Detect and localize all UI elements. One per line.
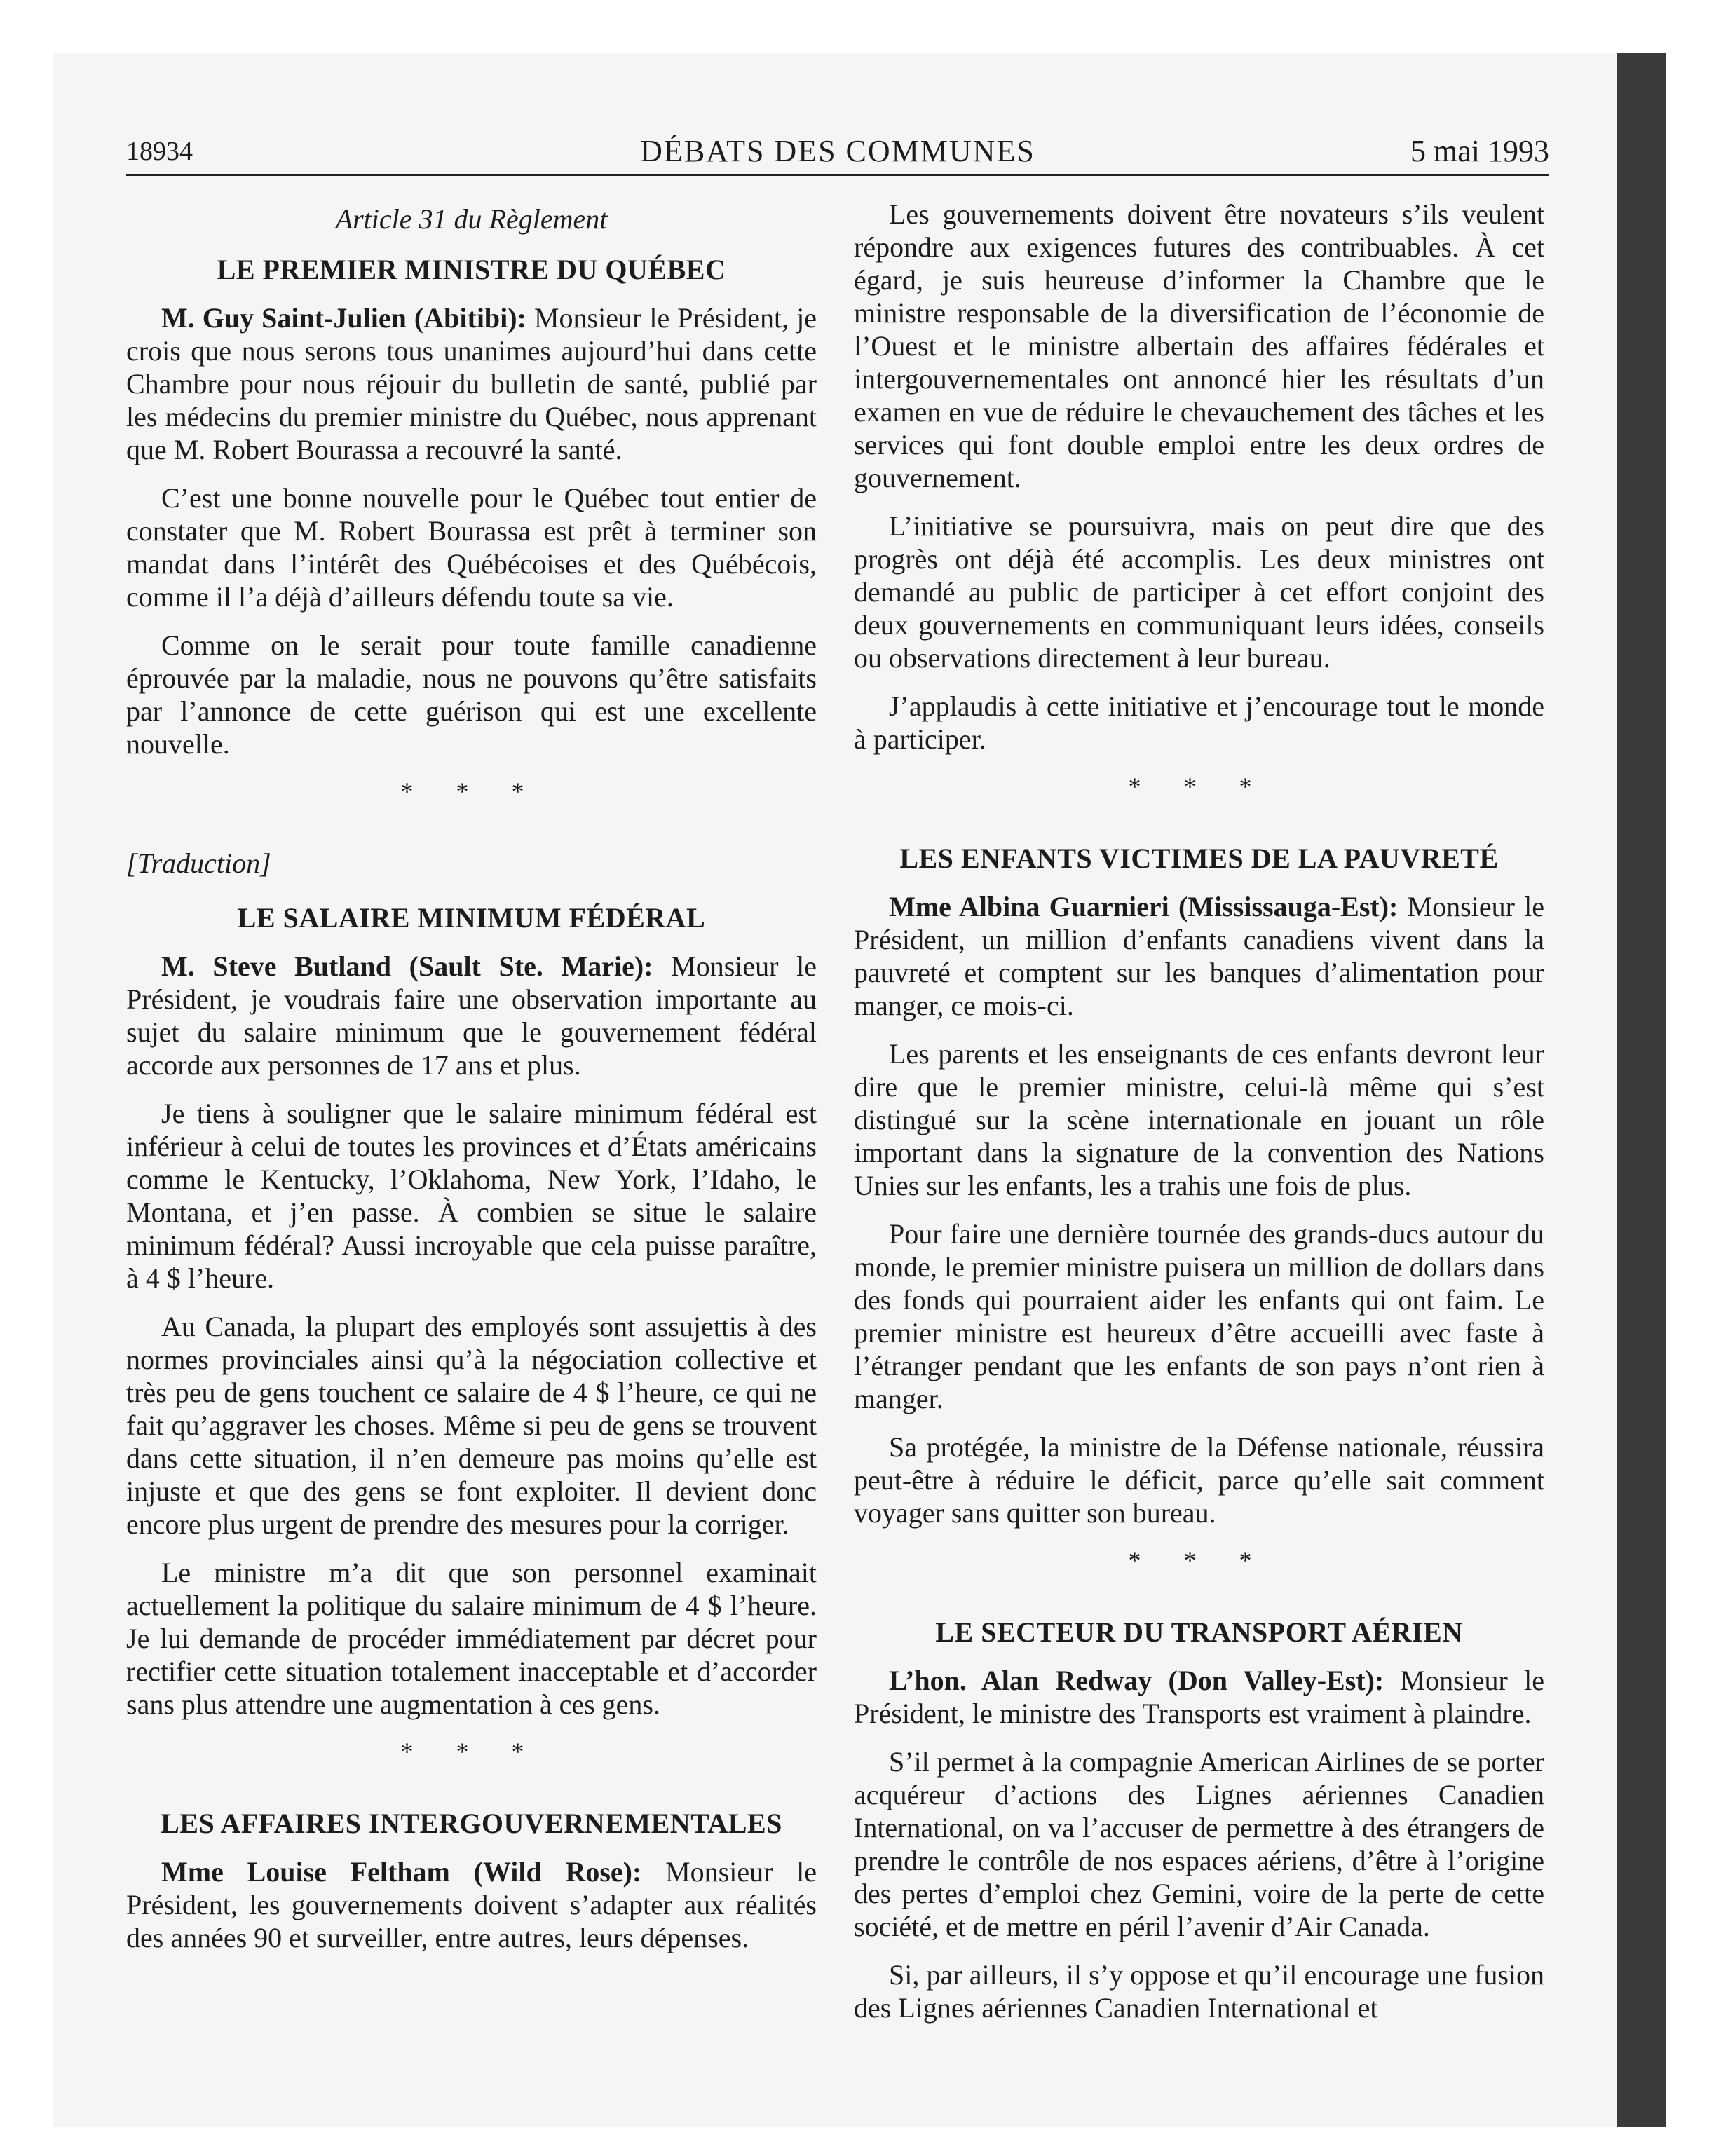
speaker-name: L’hon. Alan Redway (Don Valley-Est):	[889, 1665, 1384, 1696]
paragraph-text: Monsieur le Président, je voudrais faire une observation importante au sujet du salaire minimum que le gouvernement fédéral accorde aux personnes de 17 ans et plus.	[126, 950, 817, 1081]
section-heading: LES ENFANTS VICTIMES DE LA PAUVRETÉ	[899, 842, 1499, 874]
paragraph: Si, par ailleurs, il s’y oppose et qu’il encourage une fusion des Lignes aériennes Canadien International et	[854, 1959, 1544, 2024]
paragraph	[854, 1664, 1544, 1730]
section-separator: * * *	[400, 777, 543, 805]
paragraph: Le ministre m’a dit que son personnel examinait actuellement la politique du salaire minimum de 4 $ l’heure. Je lui demande de procéder immédiatement par décret pour rectifier cette situation totalement inacceptable et d’accorder sans plus attendre une augmentation à ces gens.	[126, 1557, 817, 1720]
translation-marker: [Traduction]	[126, 847, 271, 879]
paragraph: Comme on le serait pour toute famille canadienne éprouvée par la maladie, nous ne pouvons qu’être satisfaits par l’annonce de cette guérison qui est une excellente nouvelle.	[126, 629, 817, 760]
paragraph	[126, 1855, 817, 1954]
rubric-article-31: Article 31 du Règlement	[335, 203, 608, 235]
paragraph: J’applaudis à cette initiative et j’encourage tout le monde à participer.	[854, 690, 1544, 755]
paragraph	[126, 950, 817, 1082]
section-heading: LE SALAIRE MINIMUM FÉDÉRAL	[237, 902, 706, 934]
paragraph: Je tiens à souligner que le salaire minimum fédéral est inférieur à celui de toutes les provinces et d’États américains comme le Kentucky, l’Oklahoma, New York, l’Idaho, le Montana, et j’en passe. À combien se situe le salaire minimum fédéral? Aussi incroyable que cela puisse paraître, à 4 $ l’heure.	[126, 1098, 817, 1294]
paragraph	[854, 890, 1544, 1022]
speaker-name: Mme Louise Feltham (Wild Rose):	[161, 1856, 642, 1888]
paragraph: Sa protégée, la ministre de la Défense nationale, réussira peut-être à réduire le déficit, parce qu’elle sait comment voyager sans quitter son bureau.	[854, 1431, 1544, 1529]
publication-title: DÉBATS DES COMMUNES	[640, 134, 1035, 168]
paragraph-text: Monsieur le Président, le ministre des Transports est vraiment à plaindre.	[854, 1665, 1545, 1729]
paragraph: C’est une bonne nouvelle pour le Québec tout entier de constater que M. Robert Bourassa est prêt à terminer son mandat dans l’intérêt des Québécoises et des Québécois, comme il l’a déjà d’ailleurs défendu toute sa vie.	[126, 482, 817, 613]
speaker-name: M. Steve Butland (Sault Ste. Marie):	[161, 950, 653, 982]
paragraph-text: Monsieur le Président, les gouvernements doivent s’adapter aux réalités des années 90 et surveiller, entre autres, leurs dépenses.	[126, 1856, 817, 1953]
paragraph: Les gouvernements doivent être novateurs s’ils veulent répondre aux exigences futures des contribuables. À cet égard, je suis heureuse d’informer la Chambre que le ministre responsable de la diversification de l’économie de l’Ouest et le ministre albertain des affaires fédérales et intergouvernementales ont annoncé hier les résultats d’un examen en vue de réduire le chevauchement des tâches et les services qui font double emploi entre les deux ordres de gouvernement.	[854, 198, 1544, 493]
paragraph: L’initiative se poursuivra, mais on peut dire que des progrès ont déjà été accomplis. Les deux ministres ont demandé au public de participer à cet effort conjoint des deux gouvernements en communiquant leurs idées, conseils ou observations directement à leur bureau.	[854, 510, 1544, 674]
paragraph: Pour faire une dernière tournée des grands-ducs autour du monde, le premier ministre puisera un million de dollars dans des fonds qui pourraient aider les enfants qui ont faim. Le premier ministre est heureux d’être accueilli avec faste à l’étranger pendant que les enfants de son pays n’ont rien à manger.	[854, 1218, 1544, 1414]
section-separator: * * *	[400, 1738, 543, 1766]
right-column	[854, 198, 1544, 2040]
section-separator: * * *	[1128, 1546, 1270, 1574]
scan-binding-edge	[1617, 53, 1666, 2127]
paragraph: S’il permet à la compagnie American Airlines de se porter acquéreur d’actions des Lignes aériennes Canadien International, on va l’accuser de permettre à des étrangers de prendre le contrôle de nos espaces aériens, d’être à l’origine des pertes d’emploi chez Gemini, voire de la perte de cette société, et de mettre en péril l’avenir d’Air Canada.	[854, 1746, 1544, 1942]
section-separator: * * *	[1128, 772, 1270, 800]
publication-date: 5 mai 1993	[1410, 134, 1549, 168]
paragraph: Les parents et les enseignants de ces enfants devront leur dire que le premier ministre, celui-là même qui s’est distingué sur la scène internationale en jouant un rôle important dans la signature de la convention des Nations Unies sur les enfants, les a trahis une fois de plus.	[854, 1038, 1544, 1201]
page-header	[126, 132, 1549, 176]
section-heading: LES AFFAIRES INTERGOUVERNEMENTALES	[161, 1808, 782, 1839]
paragraph	[126, 301, 817, 466]
paragraph-text: Monsieur le Président, je crois que nous serons tous unanimes aujourd’hui dans cette Chambre pour nous réjouir du bulletin de santé, publié par les médecins du premier ministre du Québec, nous apprenant que M. Robert Bourassa a recouvré la santé.	[126, 302, 817, 465]
left-column	[126, 198, 817, 1970]
speaker-name: M. Guy Saint-Julien (Abitibi):	[161, 302, 526, 334]
paragraph: Au Canada, la plupart des employés sont assujettis à des normes provinciales ainsi qu’à la négociation collective et très peu de gens touchent ce salaire de 4 $ l’heure, ce qui ne fait qu’aggraver les choses. Même si peu de gens se trouvent dans cette situation, il n’en demeure pas moins qu’elle est injuste et que des gens se font exploiter. Il devient donc encore plus urgent de prendre des mesures pour la corriger.	[126, 1311, 817, 1540]
page-number: 18934	[126, 137, 193, 166]
section-heading: LE SECTEUR DU TRANSPORT AÉRIEN	[935, 1616, 1463, 1648]
paragraph-text: Monsieur le Président, un million d’enfants canadiens vivent dans la pauvreté et comptent sur les banques d’alimentation pour manger, ce mois-ci.	[854, 891, 1545, 1021]
speaker-name: Mme Albina Guarnieri (Mississauga-Est):	[889, 891, 1399, 922]
section-heading: LE PREMIER MINISTRE DU QUÉBEC	[217, 254, 726, 285]
